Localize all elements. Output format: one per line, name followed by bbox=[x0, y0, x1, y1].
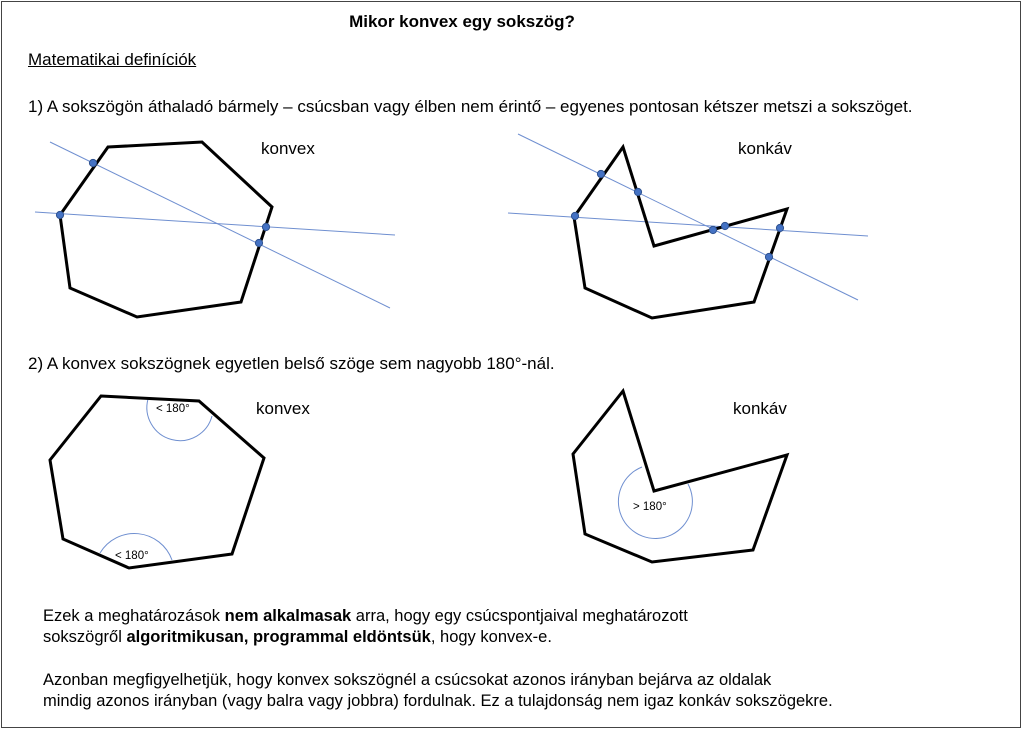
paragraph-2-line-2: mindig azonos irányban (vagy balra vagy jobbra) fordulnak. Ez a tulajdonság nem igaz konkáv sokszögekre. bbox=[43, 692, 833, 710]
intersection-point bbox=[262, 223, 269, 230]
paragraph-2 bbox=[43, 670, 833, 712]
intersection-point bbox=[721, 222, 728, 229]
bold-text: algoritmikusan, programmal eldöntsük bbox=[126, 628, 431, 646]
intersection-point bbox=[765, 253, 772, 260]
convex-label-1: konvex bbox=[261, 139, 315, 158]
intersection-point bbox=[571, 212, 578, 219]
concave-polygon bbox=[573, 391, 787, 562]
intersection-point bbox=[89, 159, 96, 166]
page-title: Mikor konvex egy sokszög? bbox=[349, 12, 575, 31]
convex-polygon bbox=[60, 142, 272, 317]
paragraph-1-line-2 bbox=[43, 627, 688, 648]
intersection-point bbox=[56, 211, 63, 218]
concave-polygon-lines-group bbox=[508, 134, 868, 318]
angle-label-top: < 180° bbox=[156, 403, 190, 415]
paragraph-2-line-1: Azonban megfigyelhetjük, hogy konvex sokszögnél a csúcsokat azonos irányban bejárva az oldalak bbox=[43, 671, 772, 689]
section-subtitle: Matematikai definíciók bbox=[28, 50, 197, 69]
paragraph-1-line-1 bbox=[43, 606, 688, 627]
text-span: , hogy konvex-e. bbox=[430, 628, 552, 646]
definition-1: 1) A sokszögön áthaladó bármely – csúcsban vagy élben nem érintő – egyenes pontosan kétszer metszi a sokszöget. bbox=[28, 97, 913, 116]
convex-angle-group bbox=[50, 396, 264, 568]
intersection-point bbox=[776, 224, 783, 231]
text-span: arra, hogy egy csúcspontjaival meghatározott bbox=[351, 607, 688, 625]
text-span: Ezek a meghatározások bbox=[43, 607, 225, 625]
convex-polygon-lines-group bbox=[35, 142, 395, 317]
concave-angle-group bbox=[573, 391, 787, 562]
angle-label-bottom: < 180° bbox=[115, 550, 149, 562]
paragraph-1 bbox=[43, 606, 688, 648]
convex-label-2: konvex bbox=[256, 399, 310, 418]
convex-polygon bbox=[50, 396, 264, 568]
intersection-point bbox=[709, 226, 716, 233]
text-span: sokszögről bbox=[43, 628, 127, 646]
concave-label-2: konkáv bbox=[733, 399, 787, 418]
concave-label-1: konkáv bbox=[738, 139, 792, 158]
intersection-point bbox=[255, 239, 262, 246]
secant-line bbox=[35, 212, 395, 235]
intersection-point bbox=[634, 188, 641, 195]
intersection-point bbox=[597, 170, 604, 177]
angle-label-reflex: > 180° bbox=[633, 501, 667, 513]
definition-2: 2) A konvex sokszögnek egyetlen belső szöge sem nagyobb 180°-nál. bbox=[28, 354, 555, 373]
secant-line bbox=[50, 142, 390, 308]
bold-text: nem alkalmasak bbox=[224, 607, 352, 625]
concave-polygon bbox=[574, 147, 787, 318]
